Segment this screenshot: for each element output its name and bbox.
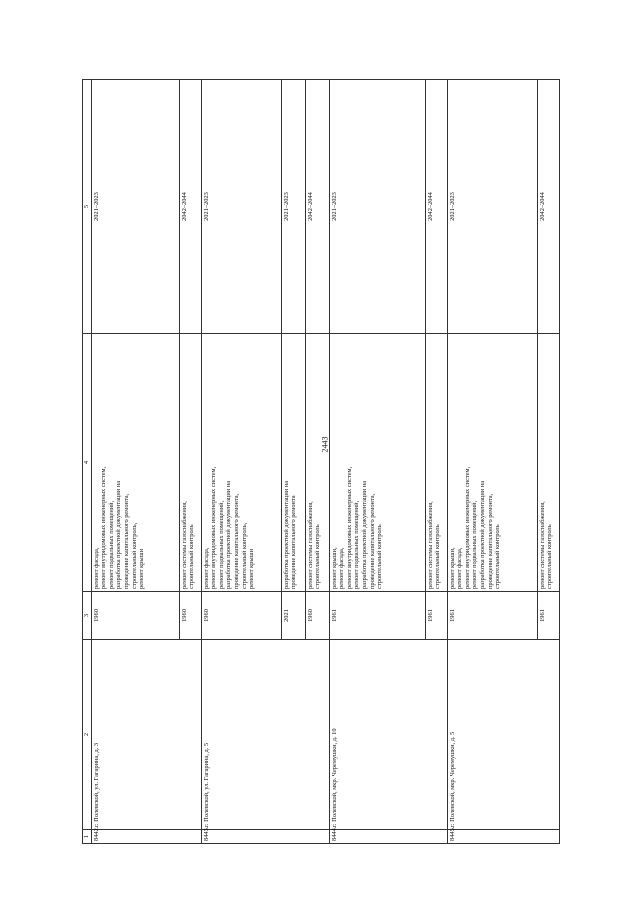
work-item: ремонт крыши, bbox=[448, 547, 456, 589]
column-number: 2 bbox=[83, 640, 92, 830]
period: 2021–2023 bbox=[329, 80, 425, 334]
work-item: проведение капитального ремонта, bbox=[122, 493, 130, 589]
year: 1961 bbox=[329, 592, 425, 640]
period: 2042–2044 bbox=[179, 80, 201, 334]
work-item: разработка проектной документации на bbox=[478, 480, 486, 589]
address: г. Полевской, мкр. Черемушки, д. 10 bbox=[329, 640, 447, 830]
work-item: разработка проектной документации на bbox=[225, 480, 233, 589]
year: 1961 bbox=[537, 592, 559, 640]
work-item: ремонт системы газоснабжения, bbox=[426, 501, 434, 589]
work-item: строительный контроль bbox=[314, 524, 322, 589]
works-list bbox=[91, 334, 179, 592]
works-list bbox=[179, 334, 201, 592]
work-item: ремонт внутридомовых инженерных систем, bbox=[210, 466, 218, 589]
work-item: строительный контроль, bbox=[240, 522, 248, 589]
column-number-row bbox=[83, 80, 92, 844]
work-item: ремонт крыши, bbox=[330, 547, 338, 589]
work-item: ремонт внутридомовых инженерных систем, bbox=[345, 466, 353, 589]
period: 2042–2044 bbox=[305, 80, 329, 334]
work-item: проведение капитального ремонта, bbox=[486, 493, 494, 589]
work-item: строительный контроль bbox=[546, 524, 554, 589]
period: 2021–2023 bbox=[91, 80, 179, 334]
period: 2021–2023 bbox=[281, 80, 305, 334]
work-item: проведение капитального ремонта, bbox=[232, 493, 240, 589]
works-list bbox=[447, 334, 537, 592]
work-item: строительный контроль, bbox=[130, 522, 138, 589]
work-item: ремонт фасада, bbox=[92, 547, 100, 589]
works-list bbox=[537, 334, 559, 592]
work-item: ремонт подвальных помещений, bbox=[107, 500, 115, 589]
work-item: строительный контроль bbox=[434, 524, 442, 589]
capital-repair-table bbox=[82, 79, 560, 844]
year: 1960 bbox=[179, 592, 201, 640]
works-list bbox=[305, 334, 329, 592]
work-item: ремонт системы газоснабжения, bbox=[180, 501, 188, 589]
works-list bbox=[201, 334, 281, 592]
work-item: разработка проектной документации на bbox=[282, 480, 290, 589]
year: 1960 bbox=[201, 592, 281, 640]
column-number: 5 bbox=[83, 80, 92, 334]
work-item: ремонт фасада, bbox=[202, 547, 210, 589]
period: 2021–2023 bbox=[201, 80, 281, 334]
table-row bbox=[201, 80, 281, 844]
address: г. Полевской, ул. Гагарина, д. 5 bbox=[201, 640, 329, 830]
table-row bbox=[329, 80, 425, 844]
year: 2021 bbox=[281, 592, 305, 640]
year: 1961 bbox=[447, 592, 537, 640]
work-item: строительный контроль bbox=[494, 524, 502, 589]
address: г. Полевской, ул. Гагарина, д. 3 bbox=[91, 640, 201, 830]
works-list bbox=[425, 334, 447, 592]
work-item: проведение капитального ремонта bbox=[290, 495, 298, 589]
works-list bbox=[281, 334, 305, 592]
column-number: 3 bbox=[83, 592, 92, 640]
work-item: ремонт фасада, bbox=[456, 547, 464, 589]
row-number: 8444. bbox=[329, 830, 447, 844]
page-number: 2443 bbox=[320, 436, 330, 453]
work-item: разработка проектной документации на bbox=[115, 480, 123, 589]
work-item: ремонт подвальных помещений, bbox=[353, 500, 361, 589]
work-item: ремонт крыши bbox=[248, 548, 256, 589]
row-number: 8443. bbox=[201, 830, 329, 844]
work-item: ремонт системы газоснабжения, bbox=[538, 501, 546, 589]
year: 1960 bbox=[305, 592, 329, 640]
work-item: строительный контроль bbox=[188, 524, 196, 589]
period: 2021–2023 bbox=[447, 80, 537, 334]
works-list bbox=[329, 334, 425, 592]
work-item: проведение капитального ремонта, bbox=[368, 493, 376, 589]
column-number: 4 bbox=[83, 334, 92, 592]
work-item: ремонт крыши bbox=[138, 548, 146, 589]
work-item: строительный контроль bbox=[376, 524, 384, 589]
row-number: 8445. bbox=[447, 830, 559, 844]
work-item: ремонт системы газоснабжения, bbox=[306, 501, 314, 589]
year: 1960 bbox=[91, 592, 179, 640]
table-row bbox=[91, 80, 179, 844]
row-number: 8442. bbox=[91, 830, 201, 844]
work-item: ремонт фасада, bbox=[338, 547, 346, 589]
period: 2042–2044 bbox=[425, 80, 447, 334]
period: 2042–2044 bbox=[537, 80, 559, 334]
work-item: разработка проектной документации на bbox=[360, 480, 368, 589]
work-item: ремонт подвальных помещений, bbox=[471, 500, 479, 589]
work-item: ремонт внутридомовых инженерных систем, bbox=[463, 466, 471, 589]
table-row bbox=[447, 80, 537, 844]
work-item: ремонт подвальных помещений, bbox=[217, 500, 225, 589]
year: 1961 bbox=[425, 592, 447, 640]
address: г. Полевской, мкр. Черемушки, д. 5 bbox=[447, 640, 559, 830]
column-number: 1 bbox=[83, 830, 92, 844]
work-item: ремонт внутридомовых инженерных систем, bbox=[100, 466, 108, 589]
capital-repair-table-rotated bbox=[82, 80, 576, 844]
